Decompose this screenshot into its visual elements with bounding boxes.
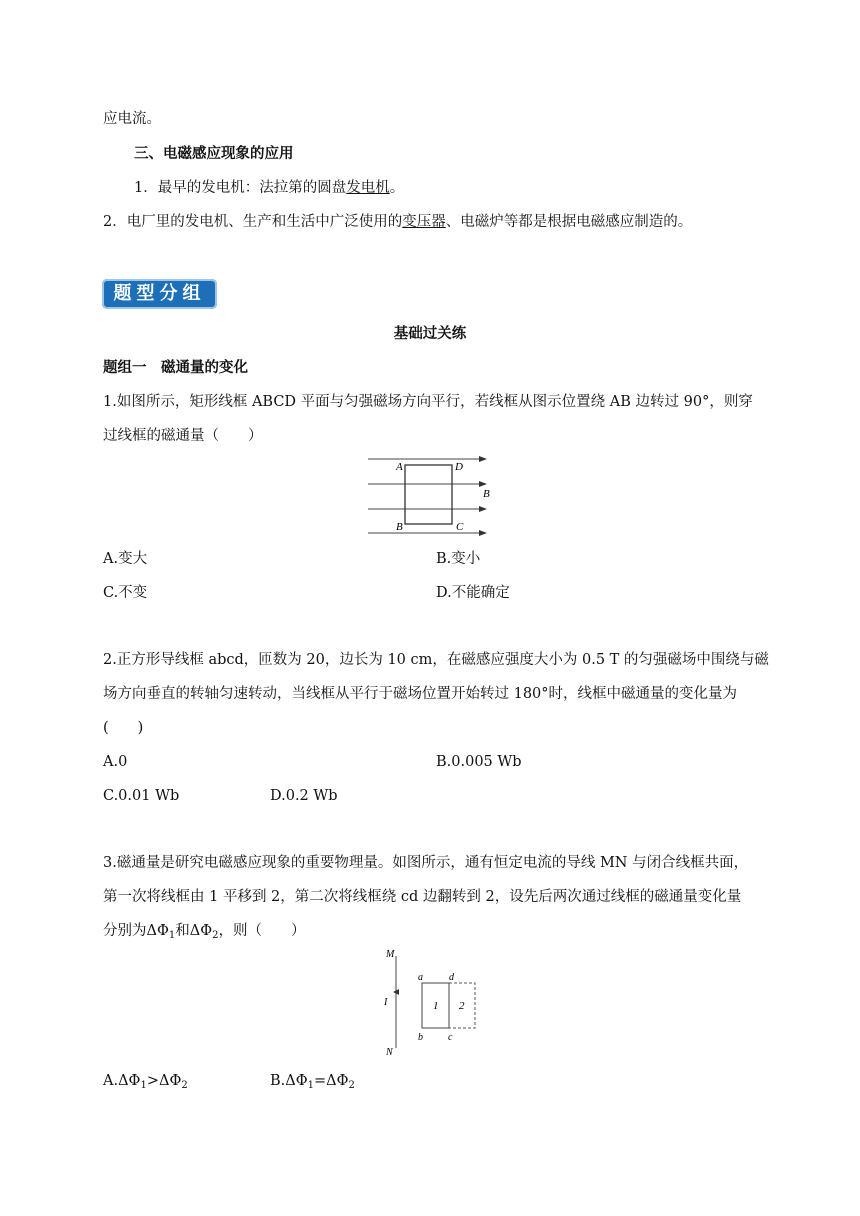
subscript: 2 bbox=[212, 930, 219, 941]
label-d: d bbox=[449, 972, 454, 983]
q2-stem-line3: ( ) bbox=[103, 720, 144, 736]
item1-text: 1．最早的发电机：法拉第的圆盘 bbox=[134, 180, 347, 196]
label-M: M bbox=[386, 949, 395, 960]
q2-stem-line1: 2.正方形导线框 abcd，匝数为 20，边长为 10 cm，在磁感应强度大小为 0.5 T 的匀强磁场中围绕与磁 bbox=[103, 652, 769, 668]
q2-stem-line2: 场方向垂直的转轴匀速转动，当线框从平行于磁场位置开始转过 180°时，线框中磁通量的变化量为 bbox=[103, 686, 738, 702]
label-I: I bbox=[384, 997, 388, 1008]
practice-title: 基础过关练 bbox=[393, 326, 467, 342]
label-field-B: B bbox=[483, 488, 490, 500]
q3-option-b bbox=[270, 1071, 355, 1096]
label-c: c bbox=[448, 1032, 453, 1043]
q3-figure bbox=[380, 944, 480, 1060]
q1-stem-line1: 1.如图所示，矩形线框 ABCD 平面与匀强磁场方向平行，若线框从图示位置绕 AB 边转过 90°，则穿 bbox=[103, 394, 753, 410]
option-text: A.ΔΦ bbox=[103, 1073, 141, 1089]
subscript: 1 bbox=[140, 1080, 147, 1091]
q2-option-d: D.0.2 Wb bbox=[270, 788, 338, 804]
option-text: >ΔΦ bbox=[146, 1073, 182, 1089]
q3-stem-line1: 3.磁通量是研究电磁感应现象的重要物理量。如图所示，通有恒定电流的导线 MN 与闭合线框共面， bbox=[103, 855, 749, 871]
q3-stem-line2: 第一次将线框由 1 平移到 2，第二次将线框绕 cd 边翻转到 2，设先后两次通过线框的磁通量变化量 bbox=[103, 889, 742, 905]
item1-underlined: 发电机 bbox=[346, 180, 390, 196]
q1-stem-line2: 过线框的磁通量（ ） bbox=[103, 428, 263, 444]
intro-line: 应电流。 bbox=[103, 111, 161, 127]
subscript: 2 bbox=[348, 1080, 355, 1091]
item2-suffix: 、电磁炉等都是根据电磁感应制造的。 bbox=[445, 214, 693, 230]
intro-item-1 bbox=[134, 178, 404, 198]
q1-figure bbox=[362, 452, 497, 540]
q3-text: 和ΔΦ bbox=[175, 923, 213, 939]
q3-text: 分别为ΔΦ bbox=[103, 923, 169, 939]
label-a: a bbox=[418, 972, 423, 983]
q1-option-d: D.不能确定 bbox=[436, 585, 510, 601]
option-text: B.ΔΦ bbox=[270, 1073, 308, 1089]
q3-stem-line3 bbox=[103, 921, 305, 946]
region-2-label: 2 bbox=[459, 1000, 465, 1012]
item2-text: 2．电厂里的发电机、生产和生活中广泛使用的 bbox=[103, 214, 403, 230]
q3-option-a bbox=[103, 1071, 188, 1096]
q2-option-a: A.0 bbox=[103, 754, 128, 770]
intro-item-2 bbox=[103, 212, 692, 232]
option-text: =ΔΦ bbox=[314, 1073, 349, 1089]
subscript: 1 bbox=[307, 1080, 314, 1091]
item2-underlined: 变压器 bbox=[402, 214, 446, 230]
label-A: A bbox=[396, 461, 403, 473]
section-heading: 三、电磁感应现象的应用 bbox=[134, 146, 294, 162]
badge-label: 题型分组 bbox=[113, 283, 206, 304]
label-D: D bbox=[455, 461, 463, 473]
region-1-label: 1 bbox=[433, 1000, 439, 1012]
item1-suffix: 。 bbox=[389, 180, 405, 196]
q1-option-c: C.不变 bbox=[103, 585, 148, 601]
rectangular-loop bbox=[405, 465, 452, 524]
section-badge bbox=[102, 279, 217, 309]
group-title: 题组一 磁通量的变化 bbox=[103, 360, 248, 376]
q2-option-b: B.0.005 Wb bbox=[436, 754, 522, 770]
q1-option-b: B.变小 bbox=[436, 551, 481, 567]
label-B: B bbox=[396, 521, 403, 533]
label-C: C bbox=[456, 521, 464, 533]
label-N: N bbox=[386, 1047, 393, 1058]
subscript: 1 bbox=[168, 930, 176, 941]
subscript: 2 bbox=[181, 1080, 188, 1091]
q3-text: ，则（ ） bbox=[218, 923, 306, 939]
label-b: b bbox=[418, 1032, 423, 1043]
q1-option-a: A.变大 bbox=[103, 551, 148, 567]
q2-option-c: C.0.01 Wb bbox=[103, 788, 180, 804]
